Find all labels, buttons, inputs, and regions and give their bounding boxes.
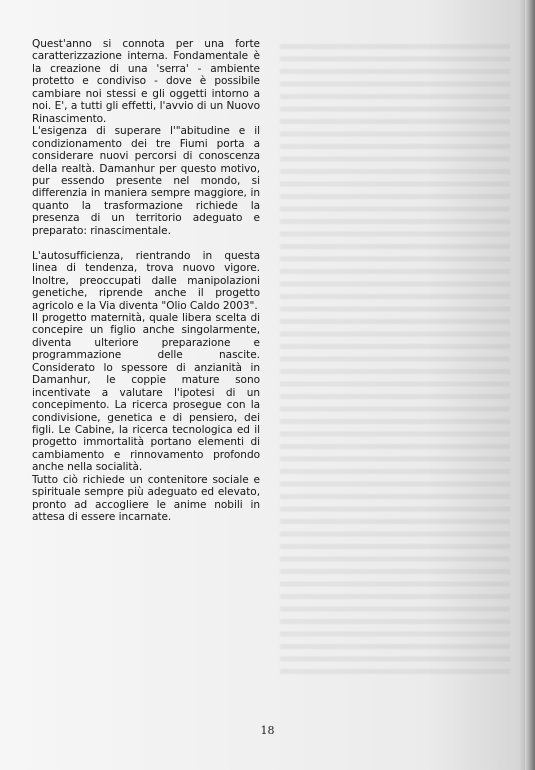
paragraph-maternita: Il progetto maternità, quale libera scelta di concepire un figlio anche singolarmente, diventa ulteriore preparazione e programmazione delle nascite. Considerato lo spessore di anzianità in Damanhur, le coppie mature sono incentivate a valutare l'ipotesi di un concepimento. La ricerca prosegue con la condivisione, genetica e di pensiero, dei figli. Le Cabine, la ricerca tecnologica ed il progetto immortalità portano elementi di cambiamento e rinnovamento profondo anche nella socialità. bbox=[32, 311, 260, 474]
body-text-column bbox=[32, 38, 260, 524]
paragraph-fiumi: L'esigenza di superare l'"abitudine e il condizionamento dei tre Fiumi porta a considerare nuovi percorsi di conoscenza della realtà. Damanhur per questo motivo, pur essendo presente nel mondo, si differenzia in maniera sempre maggiore, in quanto la trasformazione richiede la presenza di un territorio adeguato e preparato: rinascimentale. bbox=[32, 125, 260, 237]
page-edge-shadow bbox=[525, 0, 535, 770]
paragraph-autosufficienza: L'autosufficienza, rientrando in questa linea di tendenza, trova nuovo vigore. Inoltre, preoccupati dalle manipolazioni genetiche, riprende anche il progetto agricolo e la Via diventa "Olio Caldo 2003". bbox=[32, 249, 260, 312]
page-number: 18 bbox=[260, 724, 275, 737]
paragraph-contenitore: Tutto ciò richiede un contenitore sociale e spirituale sempre più adeguato ed elevato, pronto ad accogliere le anime nobili in attesa di essere incarnate. bbox=[32, 473, 260, 524]
show-through-text bbox=[280, 40, 510, 680]
paragraph-serra: Quest'anno si connota per una forte caratterizzazione interna. Fondamentale è la creazione di una 'serra' - ambiente protetto e condiviso - dove è possibile cambiare noi stessi e gli oggetti intorno a noi. E', a tutti gli effetti, l'avvio di un Nuovo Rinascimento. bbox=[32, 38, 260, 125]
